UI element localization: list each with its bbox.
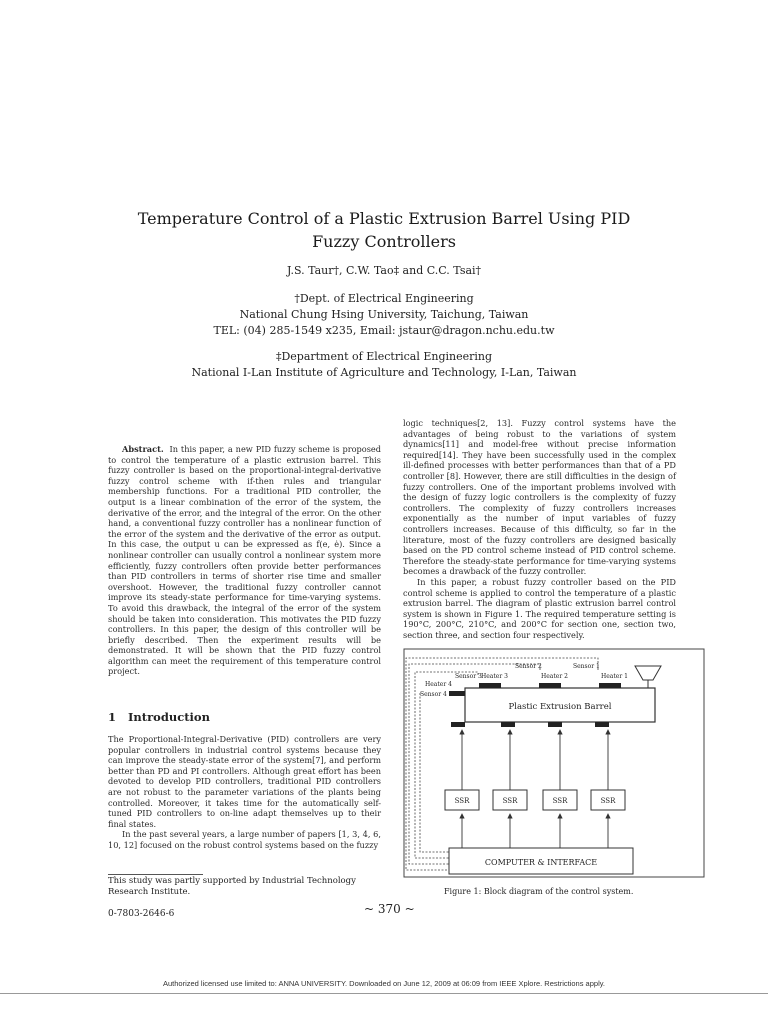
introduction-body <box>108 734 381 851</box>
affiliation-1-contact: TEL: (04) 285-1549 x235, Email: jstaur@dragon.nchu.edu.tw <box>213 324 555 337</box>
ssr-label-2: SSR <box>502 797 518 805</box>
sensor-2-block <box>548 722 562 727</box>
sensor-3-block <box>501 722 515 727</box>
right-column <box>403 418 676 640</box>
sensor-2-label: Sensor 2 <box>515 663 542 670</box>
intro-paragraph-2: In the past several years, a large number of papers [1, 3, 4, 6, 10, 12] focused on the robust control systems based on the fuzzy <box>108 829 381 850</box>
sensor-3-label: Sensor 3 <box>455 673 482 680</box>
abstract <box>108 444 381 677</box>
paper-title <box>0 207 768 253</box>
title-line-1: Temperature Control of a Plastic Extrusion Barrel Using PID <box>137 209 631 228</box>
figure-1 <box>403 648 705 878</box>
block-diagram <box>403 648 705 878</box>
section-heading-introduction <box>108 710 210 724</box>
abstract-text: In this paper, a new PID fuzzy scheme is proposed to control the temperature of a plastic extrusion barrel. This fuzzy controller is based on the proportional-integral-derivative fuzzy control scheme with if-then rules and triangular membership functions. For a traditional PID controller, the output is a linear combination of the error of the system, the derivative of the error, and the integral of the error. On the other hand, a conventional fuzzy controller has a nonlinear function of the error of the system and the derivative of the error as output. In this case, the output u can be expressed as f(e, ė). Since a nonlinear controller can usually control a nonlinear system more efficiently, fuzzy controllers often provide better performances than PID controllers in terms of shorter rise time and smaller overshoot. However, the traditional fuzzy controller cannot improve its steady-state performance for time-varying systems. To avoid this drawback, the integral of the error of the system should be taken into consideration. This motivates the PID fuzzy controllers. In this paper, the design of this controller will be briefly described. Then the experiment results will be demonstrated. It will be shown that the PID fuzzy control algorithm can meet the requirement of this temperature control project. <box>108 444 381 677</box>
sensor-1-block <box>595 722 609 727</box>
right-paragraph-1: logic techniques[2, 13]. Fuzzy control systems have the advantages of being robust to the variations of system dynamics[11] and model-free without precise information required[14]. They have been successfully used in the complex ill-defined processes with better performances than that of a PD controller [8]. However, there are still difficulties in the design of fuzzy controllers. One of the important problems involved with the design of fuzzy logic controllers is the complexity of fuzzy controllers. The complexity of fuzzy controllers increases exponentially as the number of input variables of fuzzy controllers increases. Because of this difficulty, so far in the literature, most of the fuzzy controllers are designed basically based on the PD control scheme instead of PID control scheme. Therefore the steady-state performance for time-varying systems becomes a drawback of the fuzzy controller. <box>403 418 676 577</box>
heater-1-label: Heater 1 <box>601 673 628 680</box>
section-number: 1 <box>108 710 117 724</box>
page-number: ~ 370 ~ <box>364 902 415 916</box>
heater-3-label: Heater 3 <box>481 673 508 680</box>
footnote: This study was partly supported by Industrial Technology Research Institute. <box>108 876 356 897</box>
figure-caption: Figure 1: Block diagram of the control system. <box>444 887 634 896</box>
title-line-2: Fuzzy Controllers <box>312 232 456 251</box>
section-title: Introduction <box>128 710 210 724</box>
author-list: J.S. Taur†, C.W. Tao‡ and C.C. Tsai† <box>286 264 482 277</box>
intro-paragraph-1: The Proportional-Integral-Derivative (PID) controllers are very popular controllers in industrial control systems because they can improve the steady-state error of the system[7], and perform better than PD and PI controllers. Although great effort has been devoted to develop PID controllers, traditional PID controllers are not robust to the parameter variations of the plants being controlled. Moreover, it takes time for the automatically self-tuned PID controllers to on-line adapt themselves up to their final states. <box>108 734 381 829</box>
footnote-rule <box>108 874 203 875</box>
ssr-label-4: SSR <box>600 797 616 805</box>
right-paragraph-2: In this paper, a robust fuzzy controller based on the PID control scheme is applied to control the temperature of a plastic extrusion barrel. The diagram of plastic extrusion barrel control system is shown in Figure 1. The required temperature setting is 190°C, 200°C, 210°C, and 200°C for section one, section two, section three, and section four respectively. <box>403 576 676 640</box>
isbn: 0-7803-2646-6 <box>108 909 175 919</box>
computer-label: COMPUTER & INTERFACE <box>484 858 598 867</box>
affiliation-2-dept: ‡Department of Electrical Engineering <box>275 350 493 363</box>
heater-1-bar <box>599 683 621 688</box>
ssr-label-1: SSR <box>454 797 470 805</box>
heater-2-label: Heater 2 <box>541 673 568 680</box>
heater-4-label: Heater 4 <box>425 681 452 688</box>
affiliation-1-univ: National Chung Hsing University, Taichung, Taiwan <box>239 308 529 321</box>
affiliation-1-dept: †Dept. of Electrical Engineering <box>294 292 474 305</box>
footer-rule <box>0 993 768 994</box>
license-footer: Authorized licensed use limited to: ANNA UNIVERSITY. Downloaded on June 12, 2009 at 06:09 from IEEE Xplore. Restrictions apply. <box>162 979 606 988</box>
ssr-label-3: SSR <box>552 797 568 805</box>
heater-4-bar <box>449 691 465 696</box>
barrel-label: Plastic Extrusion Barrel <box>508 702 612 712</box>
affiliation-2 <box>0 349 768 381</box>
affiliation-1 <box>0 291 768 339</box>
abstract-label: Abstract. <box>122 444 164 454</box>
sensor-1-label: Sensor 1 <box>573 663 600 670</box>
sensor-4-block <box>451 722 465 727</box>
affiliation-2-inst: National I-Lan Institute of Agriculture and Technology, I-Lan, Taiwan <box>191 366 577 379</box>
heater-3-bar <box>479 683 501 688</box>
hopper-icon <box>635 666 661 680</box>
heater-2-bar <box>539 683 561 688</box>
sensor-4-label: Sensor 4 <box>420 691 447 698</box>
